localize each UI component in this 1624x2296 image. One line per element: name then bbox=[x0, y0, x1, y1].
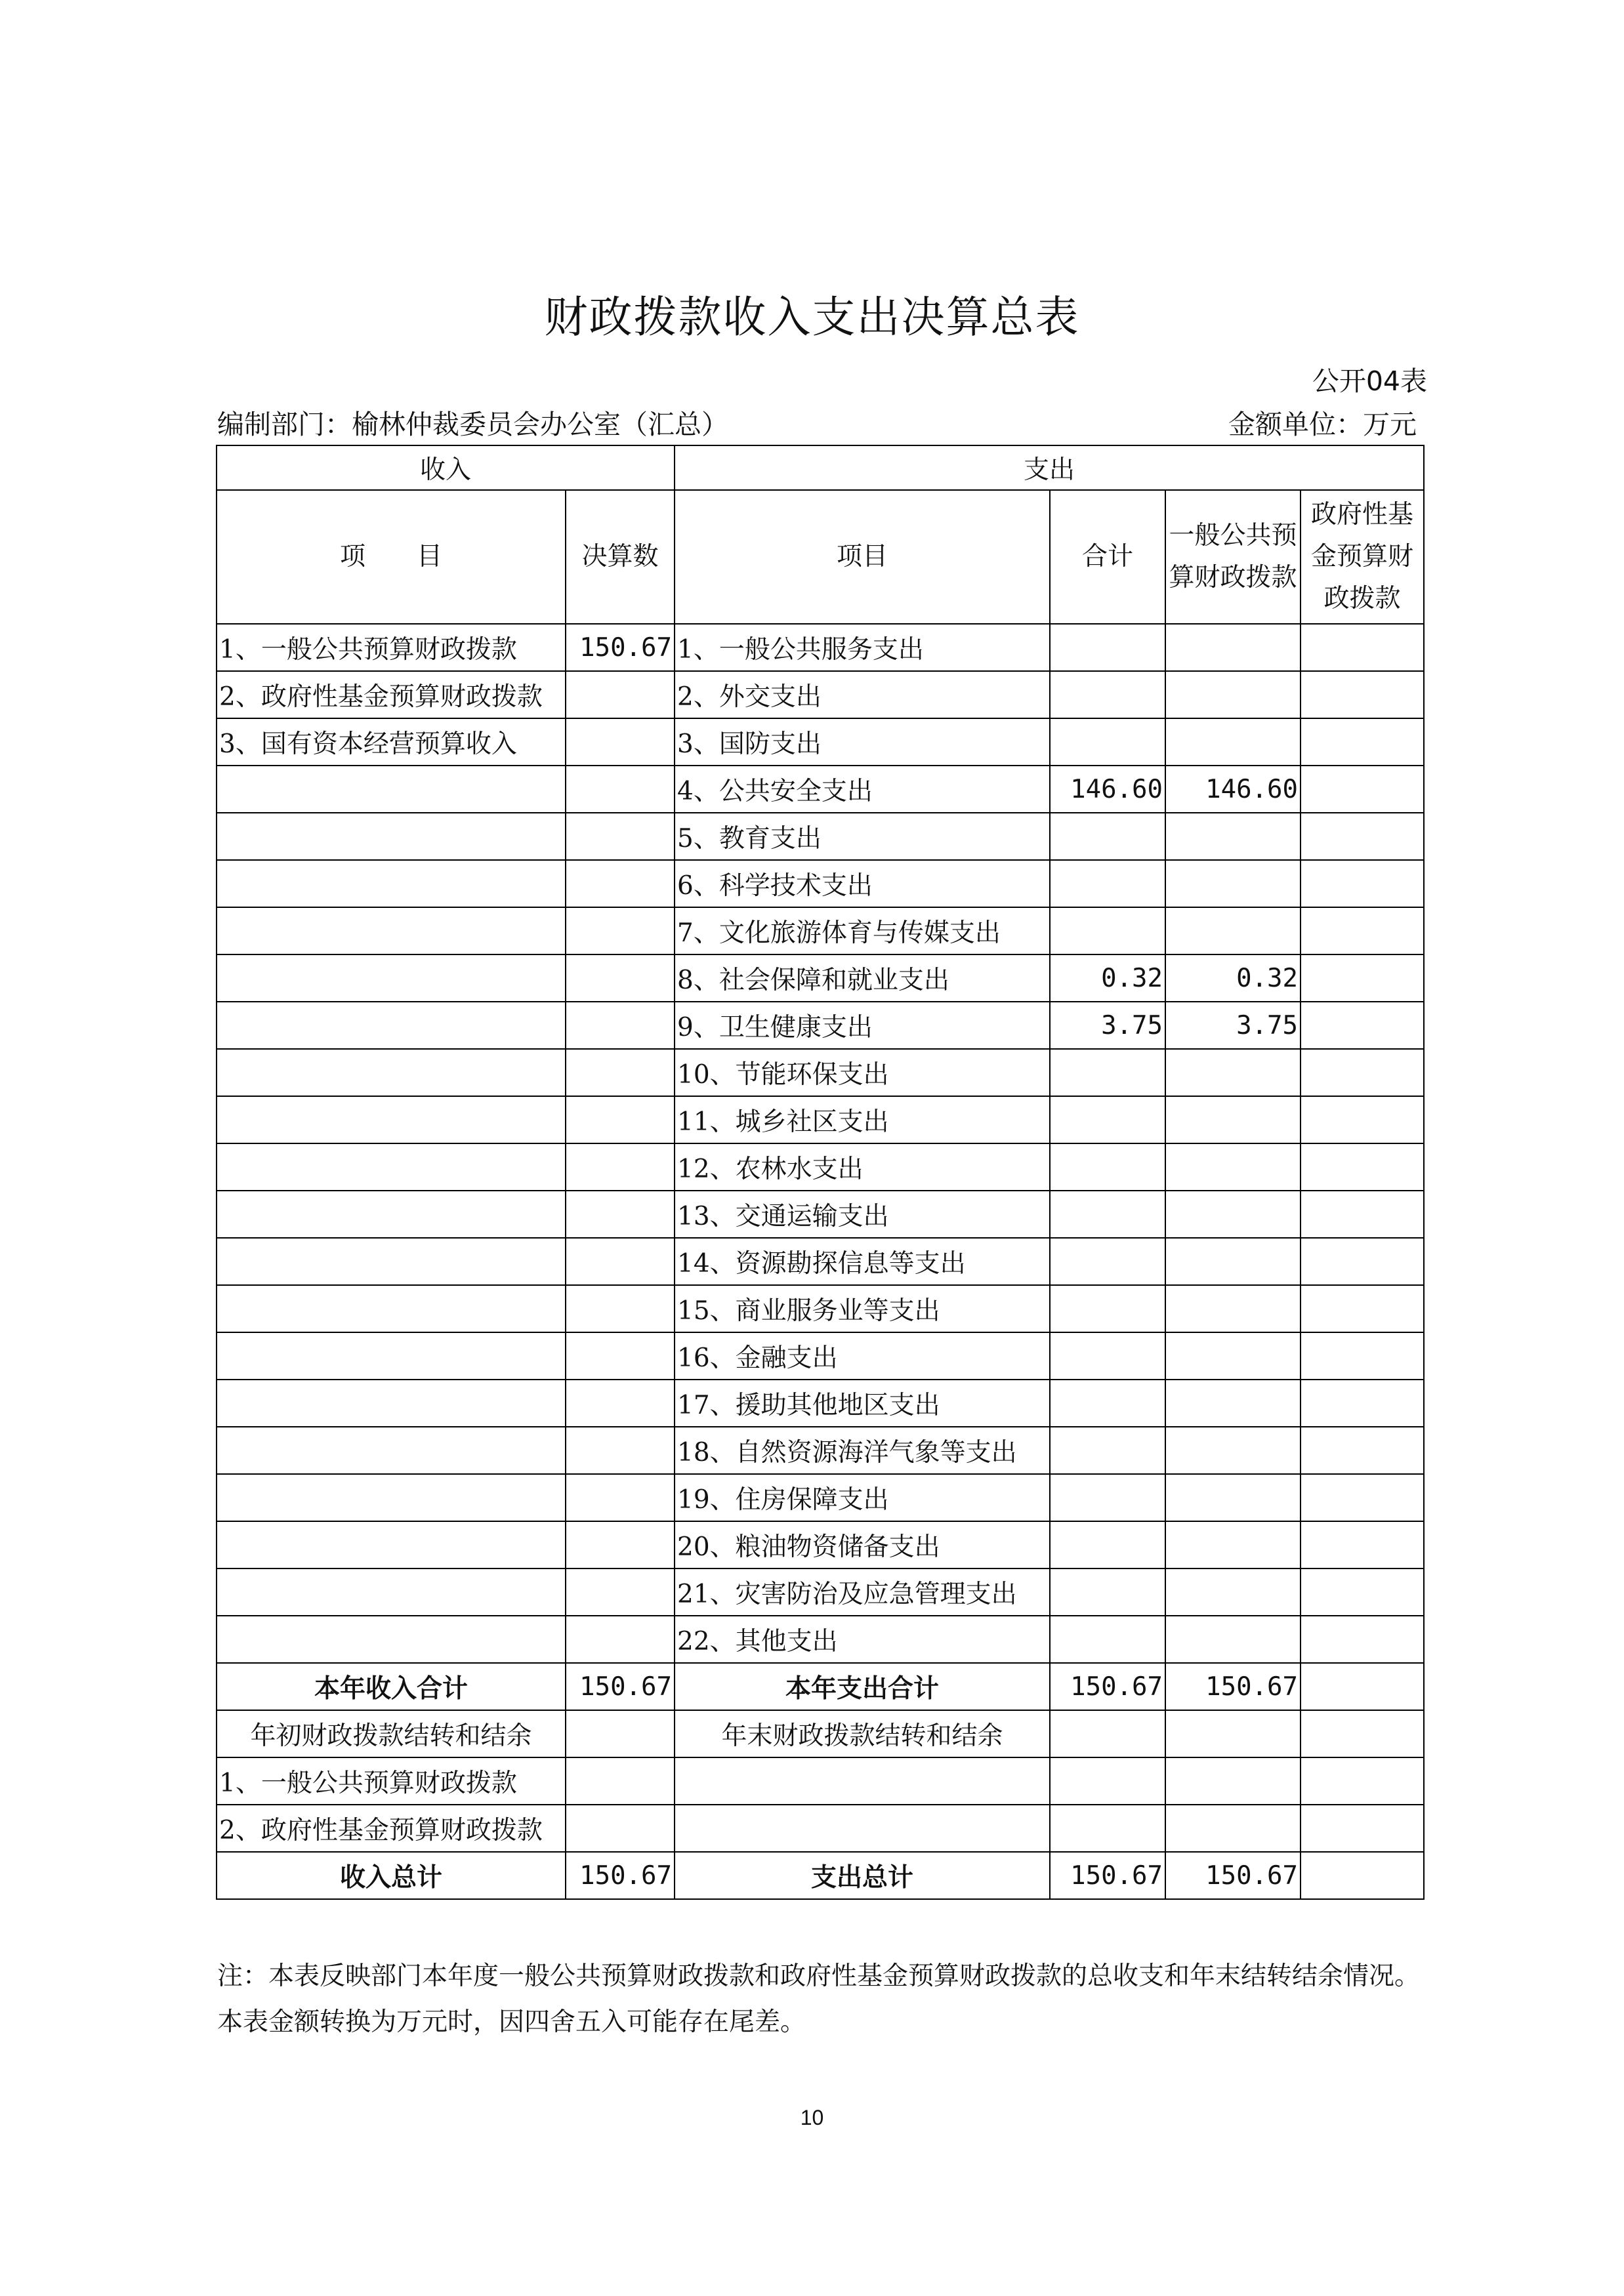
income-amount-cell bbox=[566, 1474, 675, 1521]
table-row bbox=[217, 624, 1424, 671]
final-amount-header: 决算数 bbox=[566, 490, 675, 624]
expense-item-cell: 20、粮油物资储备支出 bbox=[675, 1521, 1050, 1568]
department bbox=[217, 403, 728, 441]
department-value: 榆林仲裁委员会办公室（汇总） bbox=[352, 409, 728, 440]
carryover-income-label: 年初财政拨款结转和结余 bbox=[217, 1710, 566, 1757]
expense-total-cell bbox=[1050, 1474, 1165, 1521]
income-item-cell bbox=[217, 1238, 566, 1285]
income-amount-cell bbox=[566, 1002, 675, 1049]
footnote: 注：本表反映部门本年度一般公共预算财政拨款和政府性基金预算财政拨款的总收支和年末结转结余情况。本表金额转换为万元时，因四舍五入可能存在尾差。 bbox=[217, 1961, 1421, 2037]
general-budget-cell bbox=[1165, 671, 1301, 718]
table-row bbox=[217, 1521, 1424, 1568]
general-budget-header: 一般公共预算财政拨款 bbox=[1165, 490, 1301, 624]
table-row bbox=[217, 954, 1424, 1002]
expense-total-cell bbox=[1050, 907, 1165, 954]
finance-table bbox=[216, 445, 1425, 1900]
gov-fund-cell bbox=[1301, 1474, 1424, 1521]
general-budget-cell bbox=[1165, 1474, 1301, 1521]
income-item-cell bbox=[217, 1049, 566, 1096]
expense-item-cell: 1、一般公共服务支出 bbox=[675, 624, 1050, 671]
gov-fund-cell bbox=[1301, 1049, 1424, 1096]
carryover-expense-total bbox=[1050, 1805, 1165, 1852]
carryover-expense-fund bbox=[1301, 1757, 1424, 1805]
income-item-cell bbox=[217, 1285, 566, 1332]
year-expense-total-label: 本年支出合计 bbox=[675, 1663, 1050, 1710]
table-row bbox=[217, 1427, 1424, 1474]
page-title: 财政拨款收入支出决算总表 bbox=[544, 292, 1080, 342]
expense-item-cell: 21、灾害防治及应急管理支出 bbox=[675, 1568, 1050, 1616]
gov-fund-cell bbox=[1301, 1427, 1424, 1474]
expense-item-header: 项目 bbox=[675, 490, 1050, 624]
general-budget-cell bbox=[1165, 1427, 1301, 1474]
income-item-cell bbox=[217, 1427, 566, 1474]
expense-item-cell: 11、城乡社区支出 bbox=[675, 1096, 1050, 1143]
expense-item-cell: 2、外交支出 bbox=[675, 671, 1050, 718]
carryover-expense-total bbox=[1050, 1757, 1165, 1805]
income-item-cell: 1、一般公共预算财政拨款 bbox=[217, 624, 566, 671]
year-total-row bbox=[217, 1663, 1424, 1710]
year-income-total-amount: 150.67 bbox=[566, 1663, 675, 1710]
gov-fund-cell bbox=[1301, 813, 1424, 860]
table-row bbox=[217, 1096, 1424, 1143]
expense-item-cell: 19、住房保障支出 bbox=[675, 1474, 1050, 1521]
carryover-general-cell bbox=[1165, 1710, 1301, 1757]
carryover-expense-general bbox=[1165, 1805, 1301, 1852]
carryover-expense-general bbox=[1165, 1757, 1301, 1805]
expense-item-cell: 12、农林水支出 bbox=[675, 1143, 1050, 1191]
gov-fund-header: 政府性基金预算财政拨款 bbox=[1301, 490, 1424, 624]
income-amount-cell bbox=[566, 860, 675, 907]
table-row bbox=[217, 1568, 1424, 1616]
carryover-expense-fund bbox=[1301, 1805, 1424, 1852]
gov-fund-cell bbox=[1301, 907, 1424, 954]
income-amount-cell bbox=[566, 1380, 675, 1427]
expense-total-cell: 0.32 bbox=[1050, 954, 1165, 1002]
table-row bbox=[217, 860, 1424, 907]
year-income-total-label: 本年收入合计 bbox=[217, 1663, 566, 1710]
table-row bbox=[217, 1002, 1424, 1049]
general-budget-cell bbox=[1165, 1616, 1301, 1663]
general-budget-cell bbox=[1165, 1380, 1301, 1427]
table-row bbox=[217, 1616, 1424, 1663]
table-row bbox=[217, 1238, 1424, 1285]
carryover-expense-item bbox=[675, 1757, 1050, 1805]
income-amount-cell bbox=[566, 1427, 675, 1474]
income-amount-cell bbox=[566, 1238, 675, 1285]
income-item-cell bbox=[217, 1191, 566, 1238]
income-item-cell bbox=[217, 766, 566, 813]
expense-item-cell: 8、社会保障和就业支出 bbox=[675, 954, 1050, 1002]
column-header-row bbox=[217, 490, 1424, 624]
gov-fund-cell bbox=[1301, 860, 1424, 907]
income-item-cell bbox=[217, 1474, 566, 1521]
expense-total-cell bbox=[1050, 671, 1165, 718]
gov-fund-cell bbox=[1301, 1521, 1424, 1568]
income-item-cell bbox=[217, 1143, 566, 1191]
table-row bbox=[217, 671, 1424, 718]
expense-item-cell: 22、其他支出 bbox=[675, 1616, 1050, 1663]
expense-total-cell bbox=[1050, 1143, 1165, 1191]
expense-item-cell: 10、节能环保支出 bbox=[675, 1049, 1050, 1096]
expense-total-cell bbox=[1050, 813, 1165, 860]
gov-fund-cell bbox=[1301, 1238, 1424, 1285]
expense-total-cell bbox=[1050, 1285, 1165, 1332]
year-expense-total-amount: 150.67 bbox=[1050, 1663, 1165, 1710]
grand-income-total-amount: 150.67 bbox=[566, 1852, 675, 1899]
income-item-header: 项 目 bbox=[217, 490, 566, 624]
table-row bbox=[217, 1380, 1424, 1427]
carryover-item-amount bbox=[566, 1805, 675, 1852]
expense-item-cell: 13、交通运输支出 bbox=[675, 1191, 1050, 1238]
income-item-cell bbox=[217, 1096, 566, 1143]
general-budget-cell: 0.32 bbox=[1165, 954, 1301, 1002]
gov-fund-cell bbox=[1301, 1285, 1424, 1332]
gov-fund-cell bbox=[1301, 1143, 1424, 1191]
income-amount-cell bbox=[566, 1332, 675, 1380]
gov-fund-cell bbox=[1301, 1616, 1424, 1663]
gov-fund-cell bbox=[1301, 1332, 1424, 1380]
income-amount-cell bbox=[566, 813, 675, 860]
carryover-total-cell bbox=[1050, 1710, 1165, 1757]
general-budget-cell bbox=[1165, 813, 1301, 860]
general-budget-cell bbox=[1165, 1191, 1301, 1238]
income-amount-cell bbox=[566, 1191, 675, 1238]
department-label: 编制部门： bbox=[217, 409, 352, 440]
expense-total-cell bbox=[1050, 1568, 1165, 1616]
income-item-cell bbox=[217, 860, 566, 907]
income-amount-cell bbox=[566, 1568, 675, 1616]
gov-fund-cell bbox=[1301, 954, 1424, 1002]
income-amount-cell bbox=[566, 671, 675, 718]
income-item-cell: 2、政府性基金预算财政拨款 bbox=[217, 671, 566, 718]
expense-total-cell bbox=[1050, 718, 1165, 766]
income-item-cell bbox=[217, 1380, 566, 1427]
general-budget-cell bbox=[1165, 1096, 1301, 1143]
expense-total-cell bbox=[1050, 1427, 1165, 1474]
carryover-item-amount bbox=[566, 1757, 675, 1805]
expense-total-cell bbox=[1050, 860, 1165, 907]
gov-fund-cell bbox=[1301, 1568, 1424, 1616]
general-budget-cell bbox=[1165, 1521, 1301, 1568]
expense-total-cell bbox=[1050, 1191, 1165, 1238]
income-item-cell bbox=[217, 954, 566, 1002]
table-row bbox=[217, 1474, 1424, 1521]
expense-item-cell: 6、科学技术支出 bbox=[675, 860, 1050, 907]
income-amount-cell bbox=[566, 1049, 675, 1096]
income-section-header: 收入 bbox=[217, 445, 675, 490]
expense-total-cell bbox=[1050, 1616, 1165, 1663]
general-budget-cell bbox=[1165, 1049, 1301, 1096]
income-item-cell bbox=[217, 907, 566, 954]
general-budget-cell bbox=[1165, 907, 1301, 954]
table-row bbox=[217, 1049, 1424, 1096]
section-header-row bbox=[217, 445, 1424, 490]
expense-total-cell bbox=[1050, 1380, 1165, 1427]
table-row bbox=[217, 1191, 1424, 1238]
expense-total-cell bbox=[1050, 1096, 1165, 1143]
gov-fund-cell bbox=[1301, 1096, 1424, 1143]
gov-fund-cell bbox=[1301, 766, 1424, 813]
expense-item-cell: 7、文化旅游体育与传媒支出 bbox=[675, 907, 1050, 954]
gov-fund-cell bbox=[1301, 1191, 1424, 1238]
carryover-item-cell: 2、政府性基金预算财政拨款 bbox=[217, 1805, 566, 1852]
table-id: 公开04表 bbox=[1312, 365, 1427, 397]
expense-item-cell: 3、国防支出 bbox=[675, 718, 1050, 766]
year-gov-fund-total bbox=[1301, 1663, 1424, 1710]
table-row bbox=[217, 766, 1424, 813]
general-budget-cell bbox=[1165, 1143, 1301, 1191]
expense-item-cell: 4、公共安全支出 bbox=[675, 766, 1050, 813]
gov-fund-cell bbox=[1301, 1380, 1424, 1427]
income-item-cell bbox=[217, 1521, 566, 1568]
table-row bbox=[217, 1332, 1424, 1380]
general-budget-cell bbox=[1165, 1238, 1301, 1285]
carryover-row bbox=[217, 1710, 1424, 1757]
gov-fund-cell bbox=[1301, 671, 1424, 718]
general-budget-cell bbox=[1165, 1332, 1301, 1380]
expense-total-cell bbox=[1050, 1332, 1165, 1380]
carryover-item-cell: 1、一般公共预算财政拨款 bbox=[217, 1757, 566, 1805]
income-item-cell bbox=[217, 1568, 566, 1616]
table-row bbox=[217, 1285, 1424, 1332]
general-budget-cell bbox=[1165, 1568, 1301, 1616]
income-amount-cell: 150.67 bbox=[566, 624, 675, 671]
table-row bbox=[217, 907, 1424, 954]
expense-item-cell: 5、教育支出 bbox=[675, 813, 1050, 860]
grand-expense-total-amount: 150.67 bbox=[1050, 1852, 1165, 1899]
carryover-expense-item bbox=[675, 1805, 1050, 1852]
expense-total-cell bbox=[1050, 624, 1165, 671]
table-row bbox=[217, 1143, 1424, 1191]
table-meta bbox=[217, 403, 1417, 442]
expense-item-cell: 15、商业服务业等支出 bbox=[675, 1285, 1050, 1332]
expense-section-header: 支出 bbox=[675, 445, 1424, 490]
carryover-expense-label: 年末财政拨款结转和结余 bbox=[675, 1710, 1050, 1757]
general-budget-cell bbox=[1165, 1285, 1301, 1332]
page-number: 10 bbox=[800, 2106, 824, 2129]
income-amount-cell bbox=[566, 718, 675, 766]
grand-total-row bbox=[217, 1852, 1424, 1899]
carryover-detail-row bbox=[217, 1805, 1424, 1852]
grand-gov-fund-total bbox=[1301, 1852, 1424, 1899]
income-amount-cell bbox=[566, 1285, 675, 1332]
income-amount-cell bbox=[566, 1096, 675, 1143]
general-budget-cell: 3.75 bbox=[1165, 1002, 1301, 1049]
income-item-cell bbox=[217, 1332, 566, 1380]
income-item-cell bbox=[217, 1616, 566, 1663]
income-amount-cell bbox=[566, 1143, 675, 1191]
carryover-income-amount bbox=[566, 1710, 675, 1757]
income-amount-cell bbox=[566, 1616, 675, 1663]
expense-total-cell bbox=[1050, 1049, 1165, 1096]
grand-general-budget-total: 150.67 bbox=[1165, 1852, 1301, 1899]
income-item-cell bbox=[217, 1002, 566, 1049]
grand-expense-total-label: 支出总计 bbox=[675, 1852, 1050, 1899]
general-budget-cell: 146.60 bbox=[1165, 766, 1301, 813]
gov-fund-cell bbox=[1301, 718, 1424, 766]
expense-item-cell: 16、金融支出 bbox=[675, 1332, 1050, 1380]
income-item-cell: 3、国有资本经营预算收入 bbox=[217, 718, 566, 766]
income-item-cell bbox=[217, 813, 566, 860]
carryover-fund-cell bbox=[1301, 1710, 1424, 1757]
total-header: 合计 bbox=[1050, 490, 1165, 624]
carryover-detail-row bbox=[217, 1757, 1424, 1805]
income-amount-cell bbox=[566, 1521, 675, 1568]
income-amount-cell bbox=[566, 766, 675, 813]
expense-total-cell bbox=[1050, 1521, 1165, 1568]
grand-income-total-label: 收入总计 bbox=[217, 1852, 566, 1899]
year-general-budget-total: 150.67 bbox=[1165, 1663, 1301, 1710]
amount-unit: 金额单位：万元 bbox=[1228, 409, 1417, 440]
expense-total-cell: 3.75 bbox=[1050, 1002, 1165, 1049]
general-budget-cell bbox=[1165, 624, 1301, 671]
general-budget-cell bbox=[1165, 860, 1301, 907]
expense-total-cell: 146.60 bbox=[1050, 766, 1165, 813]
expense-item-cell: 17、援助其他地区支出 bbox=[675, 1380, 1050, 1427]
gov-fund-cell bbox=[1301, 624, 1424, 671]
table-row bbox=[217, 718, 1424, 766]
expense-item-cell: 9、卫生健康支出 bbox=[675, 1002, 1050, 1049]
expense-item-cell: 18、自然资源海洋气象等支出 bbox=[675, 1427, 1050, 1474]
income-amount-cell bbox=[566, 954, 675, 1002]
general-budget-cell bbox=[1165, 718, 1301, 766]
gov-fund-cell bbox=[1301, 1002, 1424, 1049]
table-row bbox=[217, 813, 1424, 860]
expense-total-cell bbox=[1050, 1238, 1165, 1285]
income-amount-cell bbox=[566, 907, 675, 954]
expense-item-cell: 14、资源勘探信息等支出 bbox=[675, 1238, 1050, 1285]
